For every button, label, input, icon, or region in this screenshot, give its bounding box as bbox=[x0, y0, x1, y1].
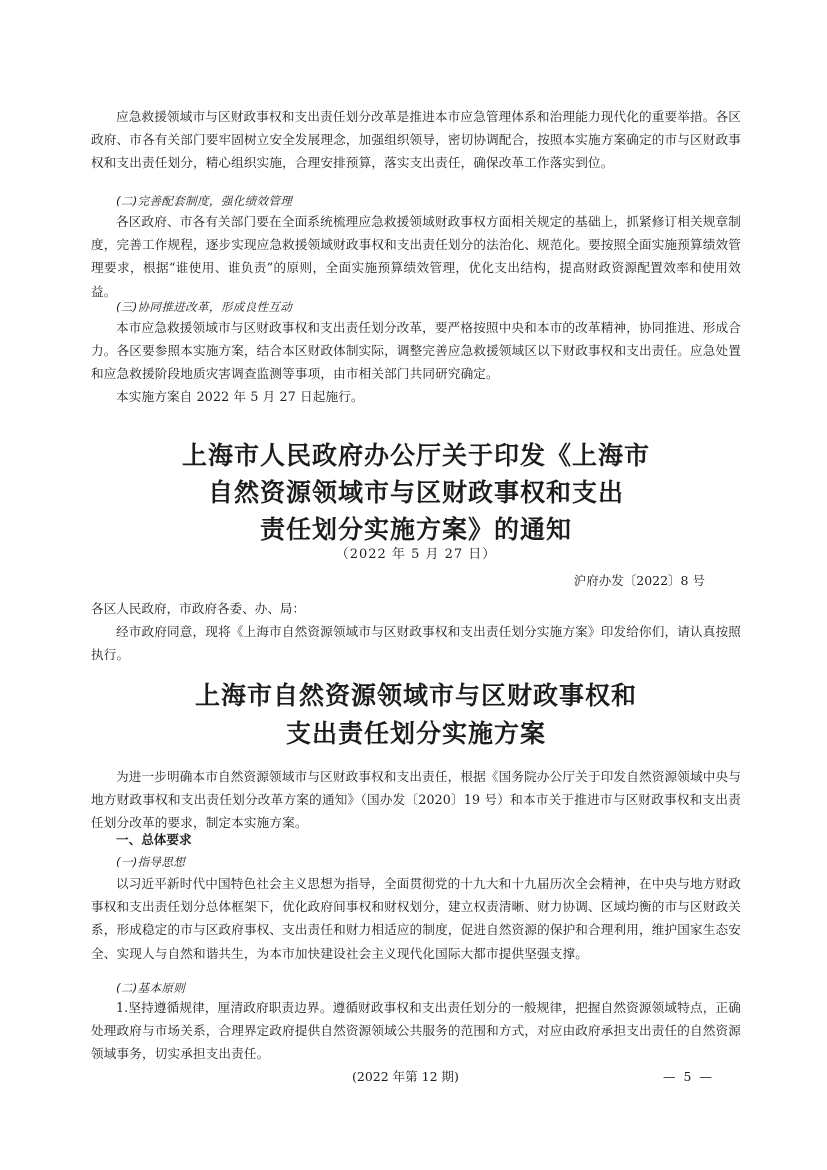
paragraph-guiding-ideology: 以习近平新时代中国特色社会主义思想为指导，全面贯彻党的十九大和十九届历次全会精神，在中央与地方财政事权和支出责任划分总体框架下，优化政府间事权和财权划分，建立权责清晰、财力协调、区域均衡的市与区财政关系，形成稳定的市与区政府事权、支出责任和财力相适应的制度，促进自然资源的保护和合理利用，维护国家生态安全、实现人与自然和谐共生，为本市加快建设社会主义现代化国际大都市提供坚强支撑。 bbox=[91, 876, 741, 961]
plan-intro: 为进一步明确本市自然资源领域市与区财政事权和支出责任，根据《国务院办公厅关于印发自然资源领域中央与地方财政事权和支出责任划分改革方案的通知》（国办发〔2020〕19 号）和本市关于推进市与区财政事权和支出责任划分改革的要求，制定本实施方案。 bbox=[91, 769, 741, 831]
document-number: 沪府办发〔2022〕8 号 bbox=[573, 573, 705, 588]
paragraph-prev-3: 本市应急救援领域市与区财政事权和支出责任划分改革，要严格按照中央和本市的改革精神，协同推进、形成合力。各区要参照本实施方案，结合本区财政体制实际，调整完善应急救援领域区以下财政事权和支出责任。应急处置和应急救援阶段地质灾害调查监测等事项，由市相关部门共同研究确定。 bbox=[91, 320, 741, 382]
plan-title-line-1: 上海市自然资源领域市与区财政事权和 bbox=[194, 681, 637, 710]
paragraph-basic-principles: 1.坚持遵循规律，厘清政府职责边界。遵循财政事权和支出责任划分的一般规律，把握自然资源领域特点，正确处理政府与市场关系，合理界定政府提供自然资源领域公共服务的范围和方式，对应由政府承担支出责任的自然资源领域事务，切实承担支出责任。 bbox=[91, 1000, 741, 1062]
footer-issue: (2022 年第 12 期) bbox=[352, 1069, 459, 1084]
subheading-basic-principles: (二)基本原则 bbox=[116, 981, 186, 995]
subheading-guiding-ideology: (一)指导思想 bbox=[116, 855, 186, 869]
notice-title-line-3: 责任划分实施方案》的通知 bbox=[259, 515, 572, 544]
notice-body: 经市政府同意，现将《上海市自然资源领域市与区财政事权和支出责任划分实施方案》印发给你们，请认真按照执行。 bbox=[91, 624, 741, 663]
notice-title-line-1: 上海市人民政府办公厅关于印发《上海市 bbox=[181, 441, 650, 470]
section-heading-1: 一、总体要求 bbox=[116, 832, 192, 847]
paragraph-prev-1: 应急救援领域市与区财政事权和支出责任划分改革是推进本市应急管理体系和治理能力现代化的重要举措。各区政府、市各有关部门要牢固树立安全发展理念，加强组织领导，密切协调配合，按照本实施方案确定的市与区财政事权和支出责任划分，精心组织实施，合理安排预算，落实支出责任，确保改革工作落实到位。 bbox=[91, 109, 741, 171]
subheading-3: (三)协同推进改革，形成良性互动 bbox=[116, 300, 293, 314]
plan-title-line-2: 支出责任划分实施方案 bbox=[285, 719, 546, 748]
page-number: — 5 — bbox=[663, 1069, 714, 1084]
paragraph-effective-date: 本实施方案自 2022 年 5 月 27 日起施行。 bbox=[116, 389, 364, 404]
addressee: 各区人民政府，市政府各委、办、局： bbox=[91, 601, 306, 616]
paragraph-prev-2: 各区政府、市各有关部门要在全面系统梳理应急救援领域财政事权方面相关规定的基础上，抓紧修订相关规章制度，完善工作规程，逐步实现应急救援领域财政事权和支出责任划分的法治化、规范化。要按照全面实施预算绩效管理要求，根据“谁使用、谁负责”的原则，全面实施预算绩效管理，优化支出结构，提高财政资源配置效率和使用效益。 bbox=[91, 214, 741, 299]
subheading-2: (二)完善配套制度，强化绩效管理 bbox=[116, 194, 293, 208]
notice-title-line-2: 自然资源领域市与区财政事权和支出 bbox=[207, 478, 624, 507]
notice-date: （2022 年 5 月 27 日） bbox=[335, 547, 497, 562]
